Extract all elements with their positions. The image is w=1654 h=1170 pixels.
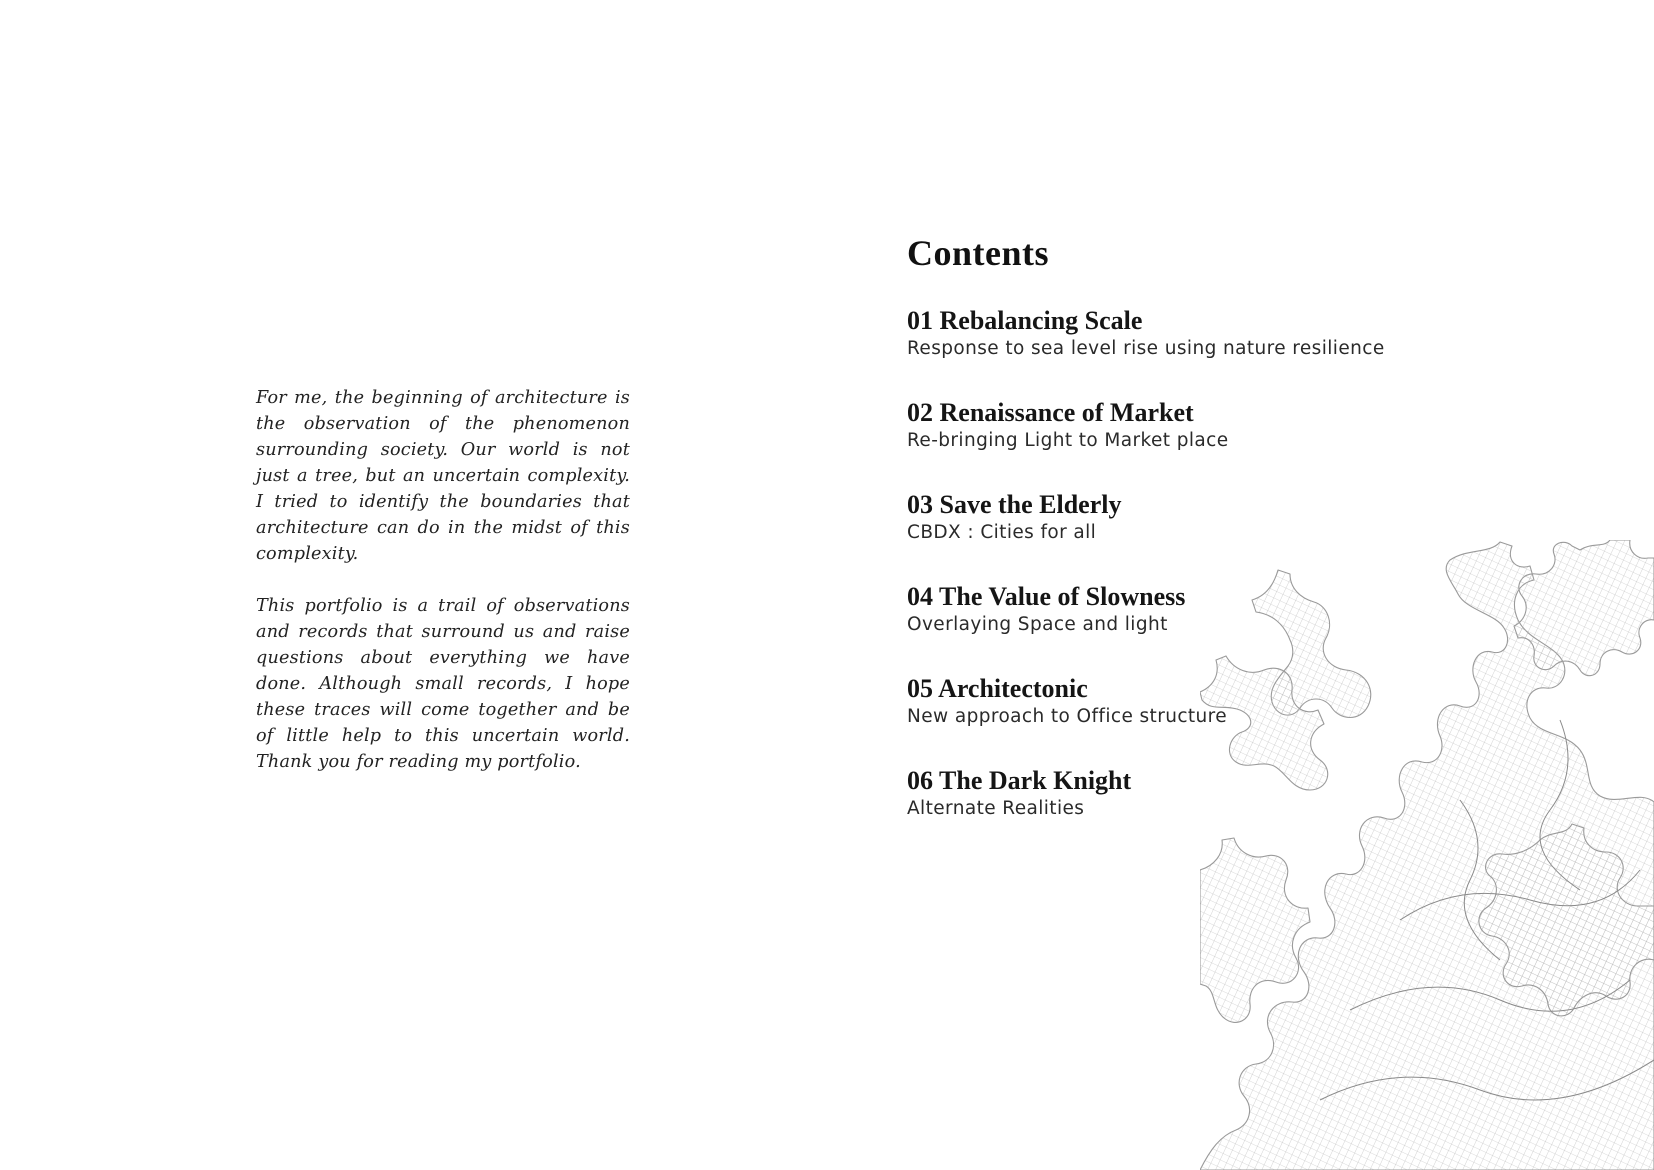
intro-text [256,385,630,775]
intro-paragraph-2: This portfolio is a trail of observations and records that surround us and raise questions about everything we have done. Although small records, I hope these traces will come together and be of little help to this uncertain world. Thank you for reading my portfolio. [256,596,630,772]
contents-item-01[interactable] [907,306,1427,398]
contents-item-title: 02 Renaissance of Market [907,398,1194,427]
contents-item-subtitle: Overlaying Space and light [907,614,1168,635]
contents-item-title: 03 Save the Elderly [907,490,1122,519]
contents-item-title: 04 The Value of Slowness [907,582,1186,611]
contents-item-subtitle: New approach to Office structure [907,706,1228,727]
contents-item-title: 01 Rebalancing Scale [907,306,1143,335]
contents-item-subtitle: Alternate Realities [907,798,1085,819]
contents-heading: Contents [907,233,1050,273]
contents-item-title: 06 The Dark Knight [907,766,1132,795]
contents-item-subtitle: Response to sea level rise using nature resilience [907,338,1385,359]
contents-item-subtitle: Re-bringing Light to Market place [907,430,1229,451]
contents-item-02[interactable] [907,398,1427,490]
intro-paragraph-1: For me, the beginning of architecture is the observation of the phenomenon surrounding society. Our world is not just a tree, but an uncertain complexity. I tried to identify the boundaries that architecture can do in the midst of this complexity. [256,388,630,564]
wireframe-mesh-illustration [1200,540,1654,1170]
contents-item-subtitle: CBDX : Cities for all [907,522,1097,543]
contents-item-title: 05 Architectonic [907,674,1088,703]
